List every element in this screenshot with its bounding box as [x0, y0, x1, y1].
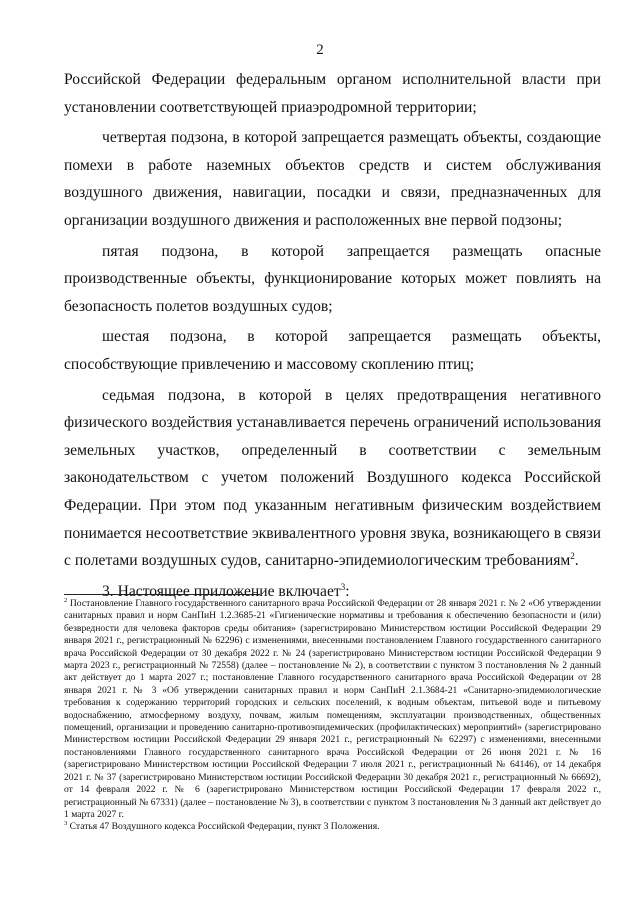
footnote-2 — [64, 598, 601, 821]
footnote-text-2: Постановление Главного государственного санитарного врача Российской Федерации от 28 января 2021 г. № 2 «Об утверждении санитарных правил и норм СанПиН 1.2.3685-21 «Гигиенические нормативы и требования к обеспечению безопасности и (или) безвредности для человека факторов среды обитания» (зарегистрировано Министерством юстиции Российской Федерации 29 января 2021 г., регистрационный № 62296) с изменениями, внесенными постановлением Главного государственного санитарного врача Российской Федерации от 30 декабря 2022 г. № 24 (зарегистрировано Министерством юстиции Российской Федерации 9 марта 2023 г., регистрационный № 72558) (далее – постановление № 2), в соответствии с пунктом 3 постановления № 2 данный акт действует до 1 марта 2027 г.; постановление Главного государственного санитарного врача Российской Федерации от 28 января 2021 г. № 3 «Об утверждении санитарных правил и норм СанПиН 2.1.3684-21 «Санитарно-эпидемиологические требования к содержанию территорий городских и сельских поселений, к водным объектам, питьевой воде и питьевому водоснабжению, атмосферному воздуху, почвам, жилым помещениям, эксплуатации производственных, общественных помещений, организации и проведению санитарно-противоэпидемических (профилактических) мероприятий» (зарегистрировано Министерством юстиции Российской Федерации 29 января 2021 г., регистрационный № 62297) с изменениями, внесенными постановлениями Главного государственного санитарного врача Российской Федерации от 26 июня 2021 г. № 16 (зарегистрировано Министерством юстиции Российской Федерации 7 июля 2021 г., регистрационный № 64146), от 14 декабря 2021 г. № 37 (зарегистрировано Министерством юстиции Российской Федерации 30 декабря 2021 г., регистрационный № 66692), от 14 февраля 2022 г. № 6 (зарегистрировано Министерством юстиции Российской Федерации 17 февраля 2022 г., регистрационный № 67331) (далее – постановление № 3), в соответствии с пунктом 3 постановления № 3 данный акт действует до 1 марта 2027 г. — [64, 598, 601, 820]
paragraph-sixth-subzone: шестая подзона, в которой запрещается размещать объекты, способствующие привлечению и массовому скоплению птиц; — [64, 328, 601, 373]
footnote-divider — [64, 594, 260, 595]
document-body — [64, 66, 601, 605]
paragraph-fourth-subzone: четвертая подзона, в которой запрещается размещать объекты, создающие помехи в работе наземных объектов средств и систем обслуживания воздушного движения, навигации, посадки и связи, предназначенных для организации воздушного движения и расположенных вне первой подзоны; — [64, 129, 601, 229]
footnote-3 — [64, 821, 601, 833]
footnotes — [64, 598, 601, 834]
page-number: 2 — [316, 42, 324, 58]
paragraph-appendix-includes-text: 3. Настоящее приложение включает — [102, 582, 341, 600]
paragraph-seventh-subzone: седьмая подзона, в которой в целях предотвращения негативного физического воздействия устанавливается перечень ограничений использования земельных участков, определенный в соответствии с земельным законодательством с учетом положений Воздушного кодекса Российской Федерации. При этом под указанным негативным физическим воздействием понимается несоответствие эквивалентного уровня звука, возникающего в связи с полетами воздушных судов, санитарно-эпидемиологическим требованиям$^2$. — [64, 386, 601, 570]
paragraph-fifth-subzone: пятая подзона, в которой запрещается размещать опасные производственные объекты, функционирование которых может повлиять на безопасность полетов воздушных судов; — [64, 242, 601, 315]
paragraph-seventh-subzone-text: седьмая подзона, в которой в целях предотвращения негативного физического воздействия устанавливается перечень ограничений использования земельных участков, определенный в соответствии с земельным законодательством с учетом положений Воздушного кодекса Российской Федерации. При этом под указанным негативным физическим воздействием понимается несоответствие эквивалентного уровня звука, возникающего в связи с полетами воздушных судов, санитарно-эпидемиологическим требованиям — [64, 386, 601, 570]
footnote-ref-3[interactable]: 3 — [340, 581, 346, 592]
paragraph-continuation: Российской Федерации федеральным органом исполнительной власти при установлении соответствующей приаэродромной территории; — [64, 71, 601, 116]
footnote-mark-2: 2 — [64, 596, 68, 604]
paragraph-appendix-includes-tail: : — [345, 582, 350, 600]
footnote-text-3: Статья 47 Воздушного кодекса Российской Федерации, пункт 3 Положения. — [67, 821, 380, 833]
footnote-mark-3: 3 — [64, 820, 68, 828]
footnote-ref-2[interactable]: 2 — [570, 550, 575, 561]
